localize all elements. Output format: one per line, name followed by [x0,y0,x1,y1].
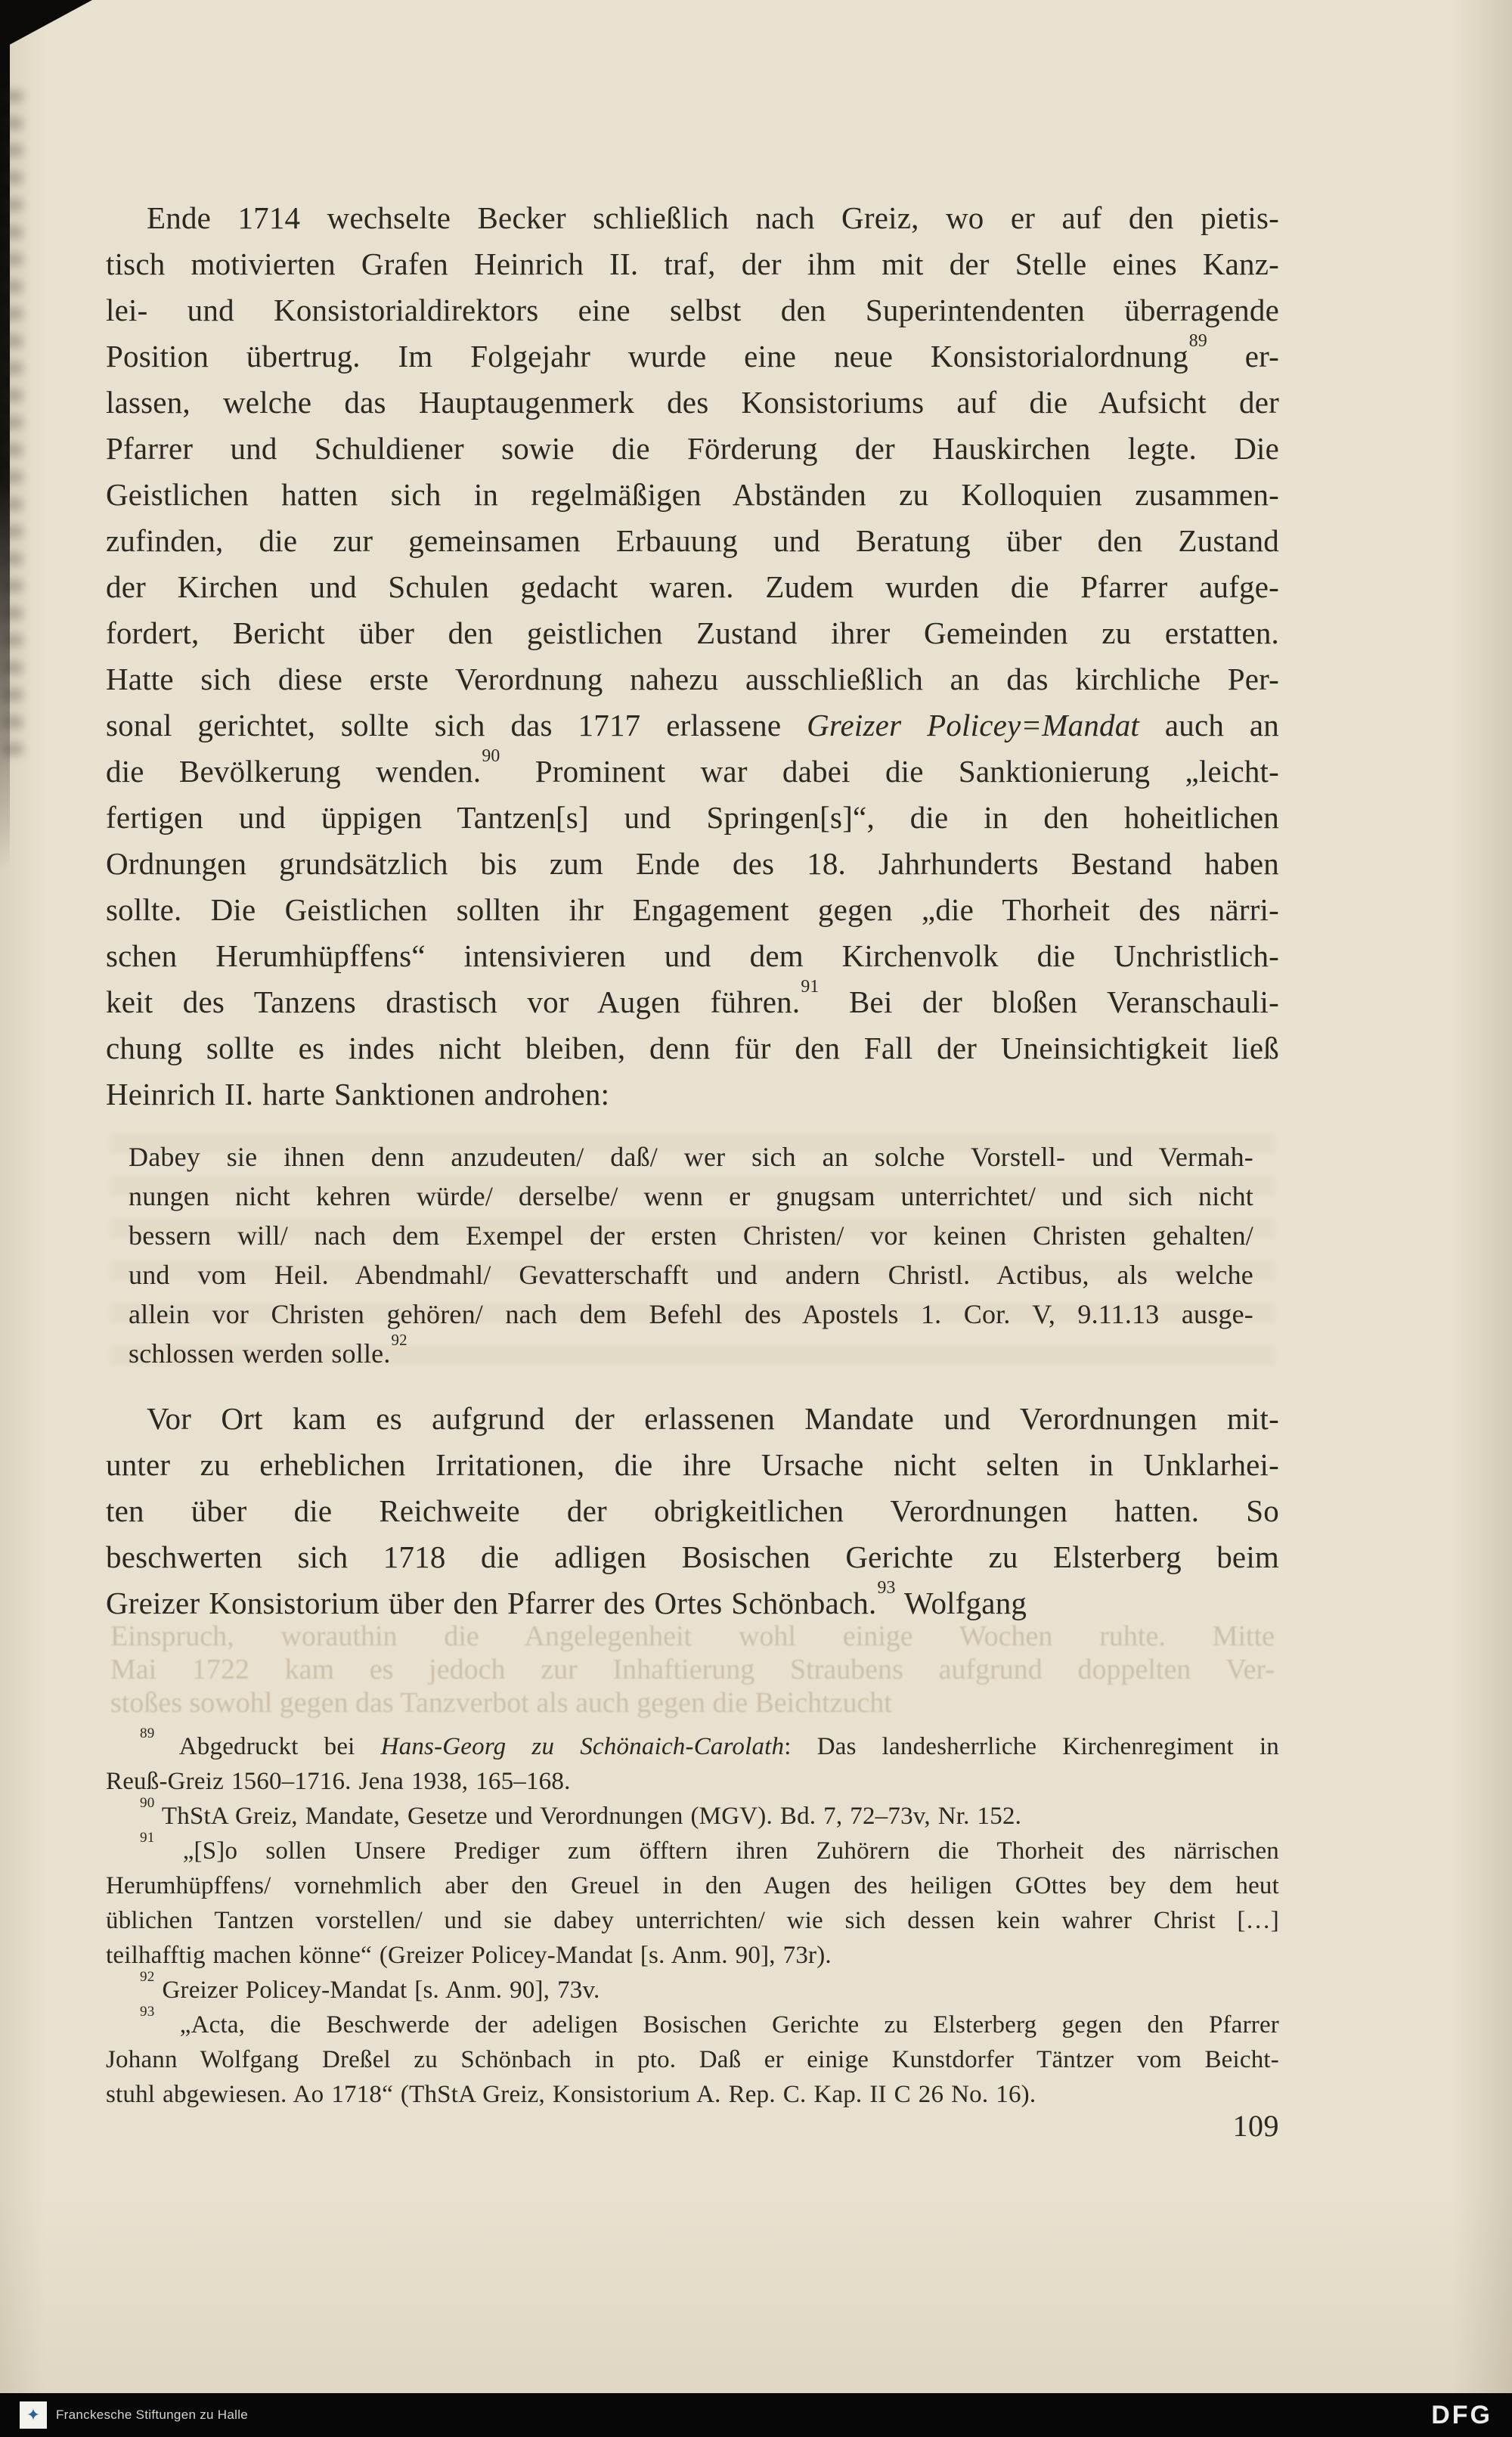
text-line: nungen nicht kehren würde/ derselbe/ wenn er gnugsam unterrichtet/ und sich nicht [129,1181,1253,1211]
scan-edge-smudge [3,91,23,756]
text-line: Hatte sich diese erste Verordnung nahezu ausschließlich an das kirchliche Per- [106,662,1279,696]
text-line: Greizer Konsistorium über den Pfarrer des Ortes Schönbach.$^{93}$ Wolfgang [106,1578,1027,1620]
footnote-line: üblichen Tantzen vorstellen/ und sie dabey unterrichten/ wie sich dessen kein wahrer Christ […] [106,1907,1279,1934]
footnote-line: Johann Wolfgang Dreßel zu Schönbach in pto. Daß er einige Kunstdorfer Täntzer vom Beicht- [106,2046,1279,2073]
footnote-line: stuhl abgewiesen. Ao 1718“ (ThStA Greiz, Konsistorium A. Rep. C. Kap. II C 26 No. 16). [106,2081,1036,2108]
footnote-line: teilhafftig machen könne“ (Greizer Policey-Mandat [s. Anm. 90], 73r). [106,1942,832,1969]
text-line: schen Herumhüpffens“ intensivieren und dem Kirchenvolk die Unchristlich- [106,938,1279,973]
footnote-line: Reuß-Greiz 1560–1716. Jena 1938, 165–168. [106,1768,571,1795]
text-line: unter zu erheblichen Irritationen, die ihre Ursache nicht selten in Unklarhei- [106,1447,1279,1482]
footnote-line: $^{93}$ „Acta, die Beschwerde der adeligen Bosischen Gerichte zu Elsterberg gegen den Pfarrer [140,2004,1279,2039]
text-line: Dabey sie ihnen denn anzudeuten/ daß/ wer sich an solche Vorstell- und Vermah- [129,1142,1253,1172]
footnotes-section [106,1725,1280,2112]
text-line: schlossen werden solle.$^{92}$ [129,1330,407,1369]
francke-stiftungen-logo [20,2401,248,2429]
showthrough-line: stoßes sowohl gegen das Tanzverbot als auch gegen die Beichtzucht [110,1687,892,1719]
text-line: Geistlichen hatten sich in regelmäßigen Abständen zu Kolloquien zusammen- [106,477,1279,512]
text-line: chung sollte es indes nicht bleiben, denn für den Fall der Uneinsichtigkeit ließ [106,1031,1279,1065]
footnote [106,1969,1279,2008]
text-line: zufinden, die zur gemeinsamen Erbauung und Beratung über den Zustand [106,523,1279,558]
footnote-line: $^{91}$ „[S]o sollen Unsere Prediger zum öfftern ihren Zuhörern die Thorheit des närrischen [140,1830,1279,1865]
text-line: der Kirchen und Schulen gedacht waren. Zudem wurden die Pfarrer aufge- [106,569,1279,604]
body-paragraph [106,195,1279,1118]
text-block [106,195,1279,2112]
text-line: sonal gerichtet, sollte sich das 1717 erlassene Greizer Policey=Mandat auch an [106,708,1279,743]
footnote-line: Herumhüpffens/ vornehmlich aber den Greuel in den Augen des heiligen GOttes bey dem heut [106,1872,1279,1899]
body-paragraph [106,1396,1279,1626]
footnote [106,2004,1279,2112]
francke-stiftungen-label: Franckesche Stiftungen zu Halle [56,2408,249,2422]
text-line: sollte. Die Geistlichen sollten ihr Engagement gegen „die Thorheit des närri- [106,892,1279,927]
showthrough-line: Einspruch, worauthin die Angelegenheit wohl einige Wochen ruhte. Mitte [110,1620,1275,1652]
footnote [106,1725,1280,1799]
text-line: ten über die Reichweite der obrigkeitlichen Verordnungen hatten. So [106,1493,1279,1528]
text-line: beschwerten sich 1718 die adligen Bosischen Gerichte zu Elsterberg beim [106,1539,1279,1574]
footnote-line: $^{90}$ ThStA Greiz, Mandate, Gesetze und Verordnungen (MGV). Bd. 7, 72–73v, Nr. 152. [140,1795,1022,1830]
text-line: fordert, Bericht über den geistlichen Zustand ihrer Gemeinden zu erstatten. [106,615,1279,650]
text-line: Ende 1714 wechselte Becker schließlich nach Greiz, wo er auf den pietis- [147,200,1279,235]
page-number: 109 [1232,2109,1279,2143]
text-line: Pfarrer und Schuldiener sowie die Förderung der Hauskirchen legte. Die [106,431,1279,466]
block-quote [129,1137,1253,1373]
text-line: Ordnungen grundsätzlich bis zum Ende des 18. Jahrhunderts Bestand haben [106,846,1279,881]
text-line: die Bevölkerung wenden.$^{90}$ Prominent war dabei die Sanktionierung „leicht- [106,746,1279,789]
text-line: Position übertrug. Im Folgejahr wurde eine neue Konsistorialordnung$^{89}$ er- [106,331,1280,374]
footnote [106,1830,1279,1973]
francke-stiftungen-emblem-icon: ✦ [20,2401,47,2429]
dfg-logo: DFG [1431,2400,1492,2429]
footnote-line: $^{92}$ Greizer Policey-Mandat [s. Anm. 90], 73v. [140,1969,600,2004]
text-line: keit des Tanzens drastisch vor Augen führen.$^{91}$ Bei der bloßen Veranschauli- [106,977,1279,1019]
text-line: Vor Ort kam es aufgrund der erlassenen Mandate und Verordnungen mit- [147,1401,1279,1436]
footnote [106,1795,1279,1834]
text-line: und vom Heil. Abendmahl/ Gevatterschafft und andern Christl. Actibus, als welche [129,1260,1253,1290]
text-line: allein vor Christen gehören/ nach dem Befehl des Apostels 1. Cor. V, 9.11.13 ausge- [129,1299,1253,1329]
text-line: fertigen und üppigen Tantzen[s] und Springen[s]“, die in den hoheitlichen [106,800,1279,835]
text-line: lassen, welche das Hauptaugenmerk des Konsistoriums auf die Aufsicht der [106,385,1279,420]
text-line: lei- und Konsistorialdirektors eine selbst den Superintendenten überragende [106,293,1279,327]
text-line: bessern will/ nach dem Exempel der ersten Christen/ vor keinen Christen gehalten/ [129,1220,1253,1251]
showthrough-line: Mai 1722 kam es jedoch zur Inhaftierung Straubens aufgrund doppelten Ver- [110,1654,1275,1685]
text-line: tisch motivierten Grafen Heinrich II. traf, der ihm mit der Stelle eines Kanz- [106,246,1279,281]
text-line: Heinrich II. harte Sanktionen androhen: [106,1077,610,1112]
footnote-line: $^{89}$ Abgedruckt bei Hans-Georg zu Schönaich-Carolath: Das landesherrliche Kirchenregiment in [140,1725,1280,1760]
scan-corner-artifact [0,0,92,50]
digitization-footer-bar [0,2393,1512,2437]
